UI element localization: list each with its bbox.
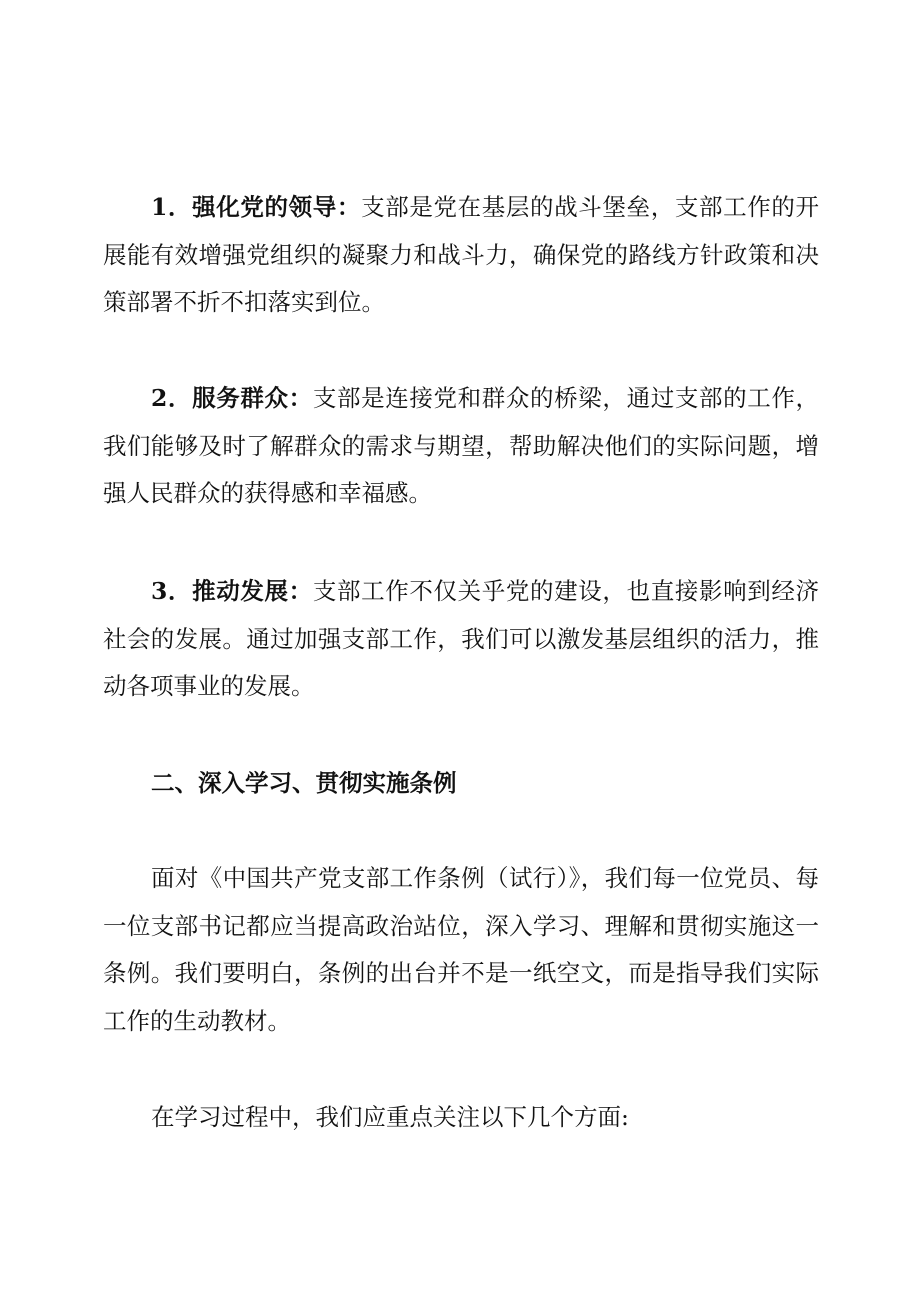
- numbered-item-2: [103, 375, 819, 518]
- item-lead: 推动发展：: [192, 577, 313, 605]
- item-number: 3．: [151, 577, 193, 605]
- item-text: 支部是连接党和群众的桥梁，通过支部的工作，我们能够及时了解群众的需求与期望，帮助解决他们的实际问题，增强人民群众的获得感和幸福感。: [103, 384, 820, 507]
- item-number: 2．: [151, 384, 193, 412]
- body-paragraph-2: 在学习过程中，我们应重点关注以下几个方面:: [151, 1103, 629, 1131]
- item-lead: 强化党的领导：: [192, 193, 362, 221]
- item-text: 支部是党在基层的战斗堡垒，支部工作的开展能有效增强党组织的凝聚力和战斗力，确保党的路线方针政策和决策部署不折不扣落实到位。: [103, 193, 820, 316]
- numbered-item-3: [103, 568, 819, 711]
- body-paragraph-1: 面对《中国共产党支部工作条例（试行）》，我们每一位党员、每一位支部书记都应当提高政治站位，深入学习、理解和贯彻实施这一条例。我们要明白，条例的出台并不是一纸空文，而是指导我们实际工作的生动教材。: [103, 864, 819, 1035]
- item-number: 1．: [151, 193, 193, 221]
- section-heading: 二、深入学习、贯彻实施条例: [151, 769, 457, 797]
- item-lead: 服务群众：: [192, 384, 313, 412]
- numbered-item-1: [103, 184, 819, 327]
- item-text: 支部工作不仅关乎党的建设，也直接影响到经济社会的发展。通过加强支部工作，我们可以激发基层组织的活力，推动各项事业的发展。: [103, 577, 820, 700]
